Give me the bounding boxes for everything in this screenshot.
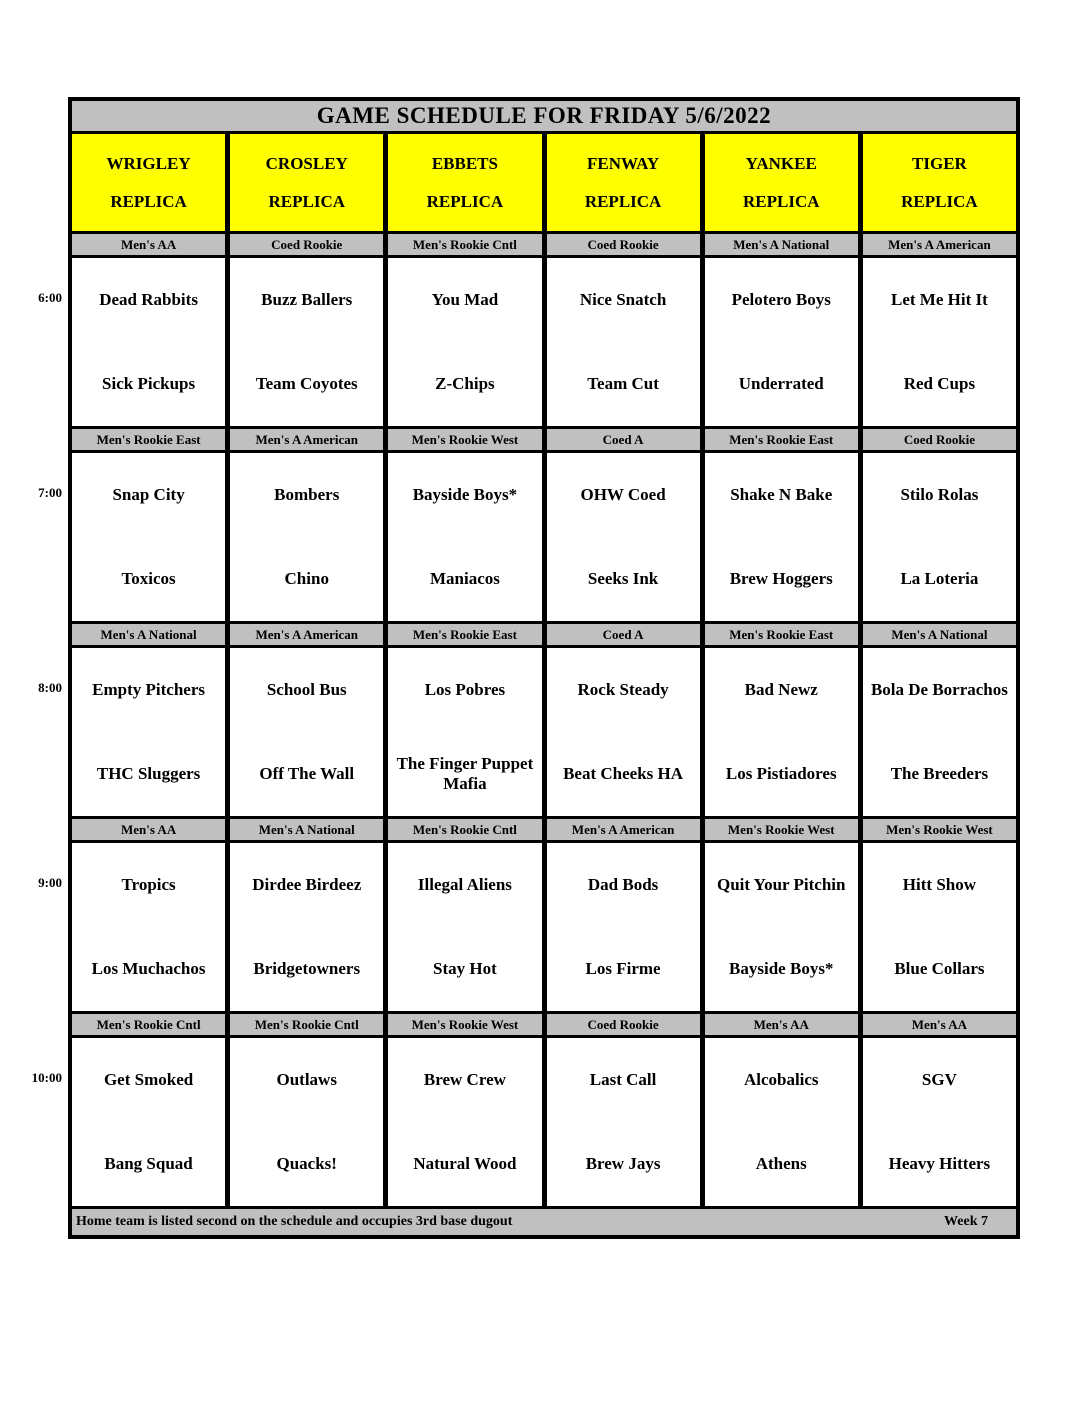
away-team: Outlaws	[276, 1070, 337, 1090]
league-label: Men's AA	[72, 234, 225, 255]
home-team: Sick Pickups	[102, 374, 196, 394]
away-team: Quit Your Pitchin	[717, 875, 846, 895]
home-team: THC Sluggers	[96, 764, 201, 784]
away-team: Dead Rabbits	[99, 290, 198, 310]
league-label: Men's A American	[230, 429, 383, 450]
away-team: Illegal Aliens	[417, 875, 512, 895]
away-team: Nice Snatch	[579, 290, 667, 310]
home-team: Bang Squad	[104, 1154, 193, 1174]
game-cell	[230, 1038, 383, 1206]
league-label: Men's Rookie East	[705, 624, 858, 645]
footer-row	[72, 1209, 1016, 1235]
league-label: Coed A	[547, 624, 700, 645]
league-label: Men's A National	[863, 624, 1016, 645]
league-label: Men's AA	[72, 819, 225, 840]
game-cell	[230, 843, 383, 1011]
away-team: Snap City	[112, 485, 185, 505]
time-label: 9:00	[38, 875, 62, 890]
time-slot	[31, 1014, 1016, 1206]
league-label: Men's A American	[230, 624, 383, 645]
home-team: Z-Chips	[435, 374, 495, 394]
league-label: Men's A National	[72, 624, 225, 645]
time-slot	[38, 624, 1016, 816]
field-type: REPLICA	[426, 191, 504, 211]
away-team: SGV	[921, 1070, 957, 1090]
game-cell	[388, 453, 541, 621]
away-team: Tropics	[121, 875, 176, 895]
field-name: EBBETS	[431, 153, 498, 173]
league-label: Coed Rookie	[547, 1014, 700, 1035]
game-cell	[72, 453, 225, 621]
league-label: Men's Rookie Cntl	[230, 1014, 383, 1035]
field-name: WRIGLEY	[106, 153, 191, 173]
home-team: Chino	[284, 569, 329, 589]
away-team: School Bus	[266, 680, 347, 700]
field-name: YANKEE	[745, 153, 817, 173]
field-type: REPLICA	[110, 191, 187, 211]
home-team: Brew Jays	[585, 1154, 661, 1174]
game-cell	[547, 648, 700, 816]
league-label: Men's A National	[705, 234, 858, 255]
home-team: Seeks Ink	[587, 569, 659, 589]
league-label: Men's Rookie Cntl	[388, 234, 541, 255]
game-cell	[72, 258, 225, 426]
league-row	[72, 429, 1016, 450]
away-team: Alcobalics	[743, 1070, 819, 1090]
game-cell	[388, 258, 541, 426]
field-type: REPLICA	[742, 191, 820, 211]
away-team: Bola De Borrachos	[870, 680, 1008, 700]
field-header-cell	[388, 134, 541, 231]
league-label: Men's Rookie East	[705, 429, 858, 450]
time-slot	[38, 234, 1016, 426]
game-cell	[705, 453, 858, 621]
field-header-cell	[547, 134, 700, 231]
home-team: Stay Hot	[433, 959, 497, 979]
away-team: Empty Pitchers	[92, 680, 205, 700]
home-team: Brew Hoggers	[729, 569, 833, 589]
away-team: Bayside Boys*	[412, 485, 518, 505]
time-label: 6:00	[38, 290, 62, 305]
field-name: TIGER	[912, 153, 967, 173]
away-team: Brew Crew	[423, 1070, 506, 1090]
away-team: Bad Newz	[744, 680, 818, 700]
game-cell	[72, 1038, 225, 1206]
league-label: Coed A	[547, 429, 700, 450]
away-team: OHW Coed	[580, 485, 666, 505]
home-team: Natural Wood	[413, 1154, 517, 1174]
league-label: Men's Rookie West	[388, 1014, 541, 1035]
away-team: Buzz Ballers	[261, 290, 353, 310]
league-label: Coed Rookie	[547, 234, 700, 255]
league-row	[72, 819, 1016, 840]
game-cell	[863, 453, 1016, 621]
game-cell	[230, 453, 383, 621]
game-cell	[72, 648, 225, 816]
away-team: Dirdee Birdeez	[252, 875, 362, 895]
game-cell	[705, 843, 858, 1011]
home-team: Los Firme	[585, 959, 661, 979]
game-cell	[388, 1038, 541, 1206]
game-cell	[705, 648, 858, 816]
away-team: Rock Steady	[577, 680, 669, 700]
away-team: Hitt Show	[902, 875, 977, 895]
away-team: Shake N Bake	[730, 485, 833, 505]
home-team: Underrated	[738, 374, 824, 394]
league-label: Men's A American	[547, 819, 700, 840]
games-row	[38, 648, 1016, 816]
away-team: Los Pobres	[424, 680, 506, 700]
league-row	[72, 624, 1016, 645]
time-label: 8:00	[38, 680, 62, 695]
league-label: Men's Rookie West	[705, 819, 858, 840]
home-team: Los Pistiadores	[725, 764, 837, 784]
game-cell	[230, 258, 383, 426]
field-name: FENWAY	[587, 153, 660, 173]
home-team: Off The Wall	[259, 764, 355, 784]
time-label: 7:00	[38, 485, 62, 500]
home-team: Heavy Hitters	[888, 1154, 991, 1174]
game-cell	[705, 258, 858, 426]
game-cell	[547, 258, 700, 426]
home-team: Toxicos	[121, 569, 176, 589]
home-team: La Loteria	[900, 569, 979, 589]
home-team: The Finger Puppet Mafia	[396, 754, 534, 793]
games-row	[38, 258, 1016, 426]
games-row	[38, 453, 1016, 621]
field-header-cell	[72, 134, 225, 231]
league-label: Men's Rookie West	[388, 429, 541, 450]
away-team: You Mad	[431, 290, 499, 310]
league-label: Men's A American	[863, 234, 1016, 255]
league-label: Men's Rookie East	[388, 624, 541, 645]
league-row	[72, 1014, 1016, 1035]
game-cell	[230, 648, 383, 816]
game-cell	[863, 843, 1016, 1011]
league-label: Men's AA	[705, 1014, 858, 1035]
field-type: REPLICA	[268, 191, 345, 211]
games-row	[38, 843, 1016, 1011]
game-cell	[388, 843, 541, 1011]
league-label: Men's Rookie Cntl	[72, 1014, 225, 1035]
league-label: Coed Rookie	[230, 234, 383, 255]
home-team: Los Muchachos	[91, 959, 206, 979]
field-header-row	[72, 134, 1016, 231]
away-team: Stilo Rolas	[900, 485, 979, 505]
game-cell	[863, 1038, 1016, 1206]
league-label: Men's A National	[230, 819, 383, 840]
away-team: Let Me Hit It	[891, 290, 988, 310]
game-cell	[863, 258, 1016, 426]
field-header-cell	[705, 134, 858, 231]
time-slot	[38, 429, 1016, 621]
field-header-cell	[863, 134, 1016, 231]
game-cell	[547, 1038, 700, 1206]
away-team: Pelotero Boys	[731, 290, 831, 310]
time-slots	[31, 234, 1016, 1206]
game-cell	[547, 453, 700, 621]
schedule-title: GAME SCHEDULE FOR FRIDAY 5/6/2022	[72, 101, 1016, 131]
games-row	[31, 1038, 1016, 1206]
field-header-cell	[230, 134, 383, 231]
field-name: CROSLEY	[265, 153, 348, 173]
away-team: Last Call	[589, 1070, 657, 1090]
league-label: Men's Rookie East	[72, 429, 225, 450]
home-team: Bayside Boys*	[729, 959, 834, 979]
home-team: Red Cups	[903, 374, 976, 394]
league-label: Men's AA	[863, 1014, 1016, 1035]
game-cell	[863, 648, 1016, 816]
field-type: REPLICA	[901, 191, 978, 211]
away-team: Get Smoked	[103, 1070, 194, 1090]
home-team: Athens	[755, 1154, 807, 1174]
time-slot	[38, 819, 1016, 1011]
week-label: Week 7	[944, 1214, 988, 1229]
home-team: Quacks!	[276, 1154, 337, 1174]
home-team: Blue Collars	[894, 959, 985, 979]
league-label: Coed Rookie	[863, 429, 1016, 450]
league-label: Men's Rookie Cntl	[388, 819, 541, 840]
home-team: The Breeders	[890, 764, 989, 784]
home-team: Bridgetowners	[253, 959, 361, 979]
away-team: Bombers	[274, 485, 340, 505]
game-cell	[388, 648, 541, 816]
home-team: Maniacos	[429, 569, 500, 589]
footer-note: Home team is listed second on the schedule and occupies 3rd base dugout	[76, 1214, 513, 1229]
game-cell	[705, 1038, 858, 1206]
field-type: REPLICA	[584, 191, 662, 211]
schedule-table	[31, 97, 1020, 1239]
game-cell	[547, 843, 700, 1011]
league-row	[72, 234, 1016, 255]
away-team: Dad Bods	[587, 875, 659, 895]
league-label: Men's Rookie West	[863, 819, 1016, 840]
home-team: Team Cut	[587, 374, 659, 394]
time-label: 10:00	[31, 1070, 62, 1085]
home-team: Beat Cheeks HA	[563, 764, 684, 784]
home-team: Team Coyotes	[255, 374, 358, 394]
game-cell	[72, 843, 225, 1011]
